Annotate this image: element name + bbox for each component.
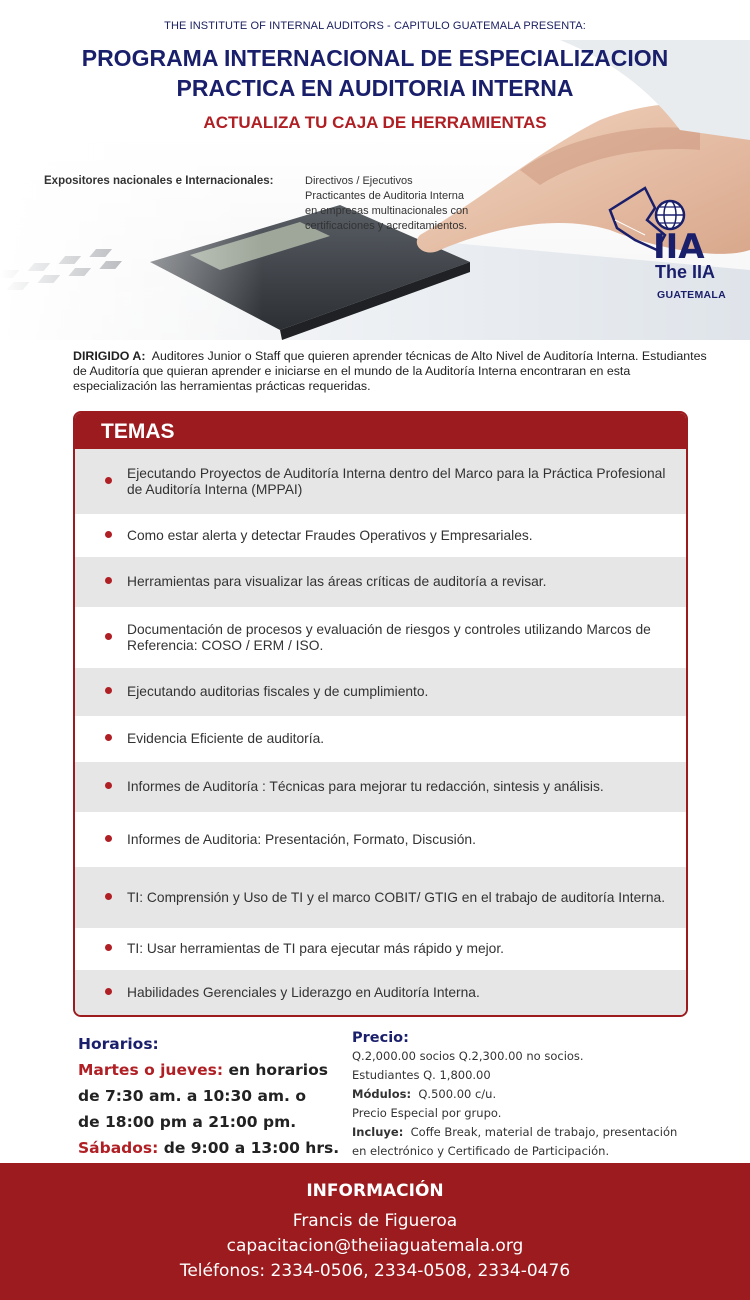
program-title-line2: PRACTICA EN AUDITORIA INTERNA (176, 75, 574, 101)
horarios-saturday (78, 1135, 339, 1161)
bullet-icon (105, 944, 112, 951)
precio-modulos-label: Módulos: (352, 1087, 412, 1101)
precio-title: Precio: (352, 1030, 409, 1046)
expositores-line: Practicantes de Auditoria Interna (305, 190, 464, 202)
logo-country: GUATEMALA (657, 289, 726, 301)
list-item: TI: Usar herramientas de TI para ejecutar más rápido y mejor. (75, 928, 686, 970)
informacion-footer (0, 1163, 750, 1300)
precio-incluye-label: Incluye: (352, 1125, 404, 1139)
horarios-weekday-label: Martes o jueves: (78, 1061, 224, 1079)
list-item: Ejecutando auditorias fiscales y de cumplimiento. (75, 668, 686, 716)
precio-block (352, 1029, 677, 1161)
horarios-weekday (78, 1057, 339, 1083)
list-item: Evidencia Eficiente de auditoría. (75, 716, 686, 762)
precio-line: Estudiantes Q. 1,800.00 (352, 1068, 491, 1082)
list-item: Documentación de procesos y evaluación de riesgos y controles utilizando Marcos de Referencia: COSO / ERM / ISO. (75, 607, 686, 668)
dirigido-text: Auditores Junior o Staff que quieren aprender técnicas de Alto Nivel de Auditoría Interna. Estudiantes de Auditoría que quieran aprender e iniciarse en el mundo de la Auditoría Interna encontraran en esta especialización las herramientas prácticas requeridas. (73, 349, 707, 393)
bullet-icon (105, 577, 112, 584)
bullet-icon (105, 782, 112, 789)
horarios-saturday-text: de 9:00 a 13:00 hrs. (163, 1139, 340, 1157)
contact-phones: Teléfonos: 2334-0506, 2334-0508, 2334-0476 (179, 1261, 571, 1281)
expositores-line: Directivos / Ejecutivos (305, 175, 413, 187)
temas-box (73, 411, 688, 1017)
logo-name: The IIA (655, 262, 716, 282)
horarios-block (78, 1031, 339, 1161)
presenta-line: THE INSTITUTE OF INTERNAL AUDITORS - CAPITULO GUATEMALA PRESENTA: (164, 20, 586, 32)
precio-incluye-text: Coffe Break, material de trabajo, presentación (410, 1125, 678, 1139)
contact-email: capacitacion@theiiaguatemala.org (226, 1236, 524, 1256)
iia-logo-letters: IIA (653, 227, 705, 267)
list-item: Herramientas para visualizar las áreas críticas de auditoría a revisar. (75, 557, 686, 607)
horarios-line: de 7:30 am. a 10:30 am. o (78, 1087, 306, 1105)
bullet-icon (105, 988, 112, 995)
program-title-line1: PROGRAMA INTERNACIONAL DE ESPECIALIZACION (81, 45, 669, 71)
horarios-weekday-text: en horarios (228, 1061, 328, 1079)
program-subtitle: ACTUALIZA TU CAJA DE HERRAMIENTAS (203, 113, 547, 132)
precio-modulos-value: Q.500.00 c/u. (418, 1087, 497, 1101)
bullet-icon (105, 633, 112, 640)
precio-incluye-text2: en electrónico y Certificado de Participación. (352, 1144, 610, 1158)
dirigido-label: DIRIGIDO A: (73, 349, 146, 363)
list-item: TI: Comprensión y Uso de TI y el marco COBIT/ GTIG en el trabajo de auditoría Interna. (75, 867, 686, 928)
list-item: Ejecutando Proyectos de Auditoría Interna dentro del Marco para la Práctica Profesional de Auditoría Interna (MPPAI) (75, 449, 686, 514)
expositores-label: Expositores nacionales e Internacionales: (44, 175, 274, 187)
contact-name: Francis de Figueroa (292, 1211, 458, 1231)
precio-line: Q.2,000.00 socios Q.2,300.00 no socios. (352, 1049, 584, 1063)
bullet-icon (105, 531, 112, 538)
horarios-title: Horarios: (78, 1035, 159, 1053)
bullet-icon (105, 477, 112, 484)
bullet-icon (105, 893, 112, 900)
expositores-list (305, 174, 468, 234)
dirigido-paragraph (73, 349, 713, 394)
bullet-icon (105, 734, 112, 741)
informacion-title: INFORMACIÓN (306, 1181, 444, 1201)
iia-logo (605, 180, 745, 305)
list-item: Habilidades Gerenciales y Liderazgo en Auditoría Interna. (75, 970, 686, 1015)
temas-title: TEMAS (75, 413, 686, 449)
bullet-icon (105, 687, 112, 694)
expositores-line: certificaciones y acreditamientos. (305, 220, 468, 232)
horarios-saturday-label: Sábados: (78, 1139, 159, 1157)
horarios-line: de 18:00 pm a 21:00 pm. (78, 1113, 297, 1131)
expositores-line: en empresas multinacionales con (305, 205, 469, 217)
list-item: Informes de Auditoría : Técnicas para mejorar tu redacción, sintesis y análisis. (75, 762, 686, 812)
temas-list (75, 449, 686, 1015)
list-item: Como estar alerta y detectar Fraudes Operativos y Empresariales. (75, 514, 686, 557)
list-item: Informes de Auditoria: Presentación, Formato, Discusión. (75, 812, 686, 867)
precio-incluye (352, 1123, 677, 1142)
precio-line: Precio Especial por grupo. (352, 1106, 502, 1120)
bullet-icon (105, 835, 112, 842)
precio-modulos (352, 1085, 677, 1104)
